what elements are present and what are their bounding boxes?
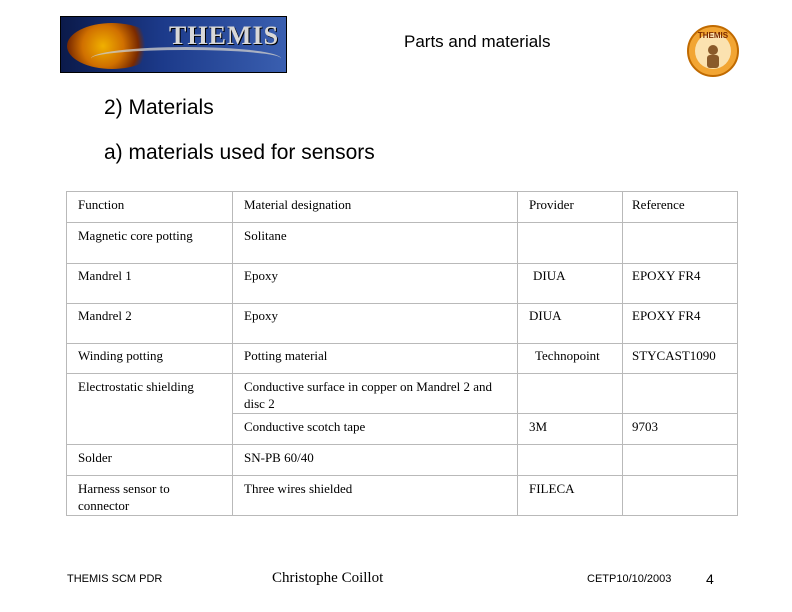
table-cell-provider: DIUA bbox=[529, 308, 562, 323]
table-cell-function: Solder bbox=[78, 450, 112, 465]
table-cell-reference: 9703 bbox=[632, 419, 658, 434]
table-cell-material: Conductive surface in copper on Mandrel 2 and disc 2 bbox=[244, 379, 493, 411]
table-cell-function: Mandrel 2 bbox=[78, 308, 132, 323]
table-cell-function: Magnetic core potting bbox=[78, 228, 193, 243]
table-cell-material: Three wires shielded bbox=[244, 481, 353, 496]
footer-presentation-name: THEMIS SCM PDR bbox=[67, 573, 163, 585]
themis-logo bbox=[60, 16, 287, 73]
table-cell-reference: STYCAST1090 bbox=[632, 348, 716, 363]
table-cell-function: Electrostatic shielding bbox=[78, 379, 194, 394]
table-cell-function: Winding potting bbox=[78, 348, 164, 363]
subsection-heading: a) materials used for sensors bbox=[104, 141, 375, 164]
footer-author: Christophe Coillot bbox=[272, 570, 384, 586]
table-cell-material: Epoxy bbox=[244, 308, 278, 323]
table-cell-material: Conductive scotch tape bbox=[244, 419, 366, 434]
table-cell-material: SN-PB 60/40 bbox=[244, 450, 314, 465]
column-header-provider: Provider bbox=[529, 197, 574, 212]
table-cell-material: Solitane bbox=[244, 228, 287, 243]
table-cell-provider: Technopoint bbox=[535, 348, 600, 363]
footer-date: CETP10/10/2003 bbox=[587, 573, 672, 585]
table-cell-provider: FILECA bbox=[529, 481, 575, 496]
table-cell-reference: EPOXY FR4 bbox=[632, 308, 701, 323]
table-cell-provider: 3M bbox=[529, 419, 548, 434]
table-cell-material: Epoxy bbox=[244, 268, 278, 283]
table-cell-reference: EPOXY FR4 bbox=[632, 268, 701, 283]
section-heading: 2) Materials bbox=[104, 96, 214, 119]
column-header-material: Material designation bbox=[244, 197, 352, 212]
logo-wordmark: THEMIS bbox=[169, 21, 280, 50]
footer-page-number: 4 bbox=[706, 571, 714, 587]
badge-text: THEMIS bbox=[697, 31, 729, 40]
table-cell-material: Potting material bbox=[244, 348, 328, 363]
page-header-title: Parts and materials bbox=[404, 32, 551, 51]
column-header-function: Function bbox=[78, 197, 125, 212]
column-header-reference: Reference bbox=[632, 197, 685, 212]
themis-badge-icon bbox=[686, 24, 740, 78]
materials-table bbox=[66, 191, 738, 516]
table-cell-function: Harness sensor to connector bbox=[78, 481, 170, 513]
table-cell-function: Mandrel 1 bbox=[78, 268, 132, 283]
table-cell-provider: DIUA bbox=[533, 268, 566, 283]
